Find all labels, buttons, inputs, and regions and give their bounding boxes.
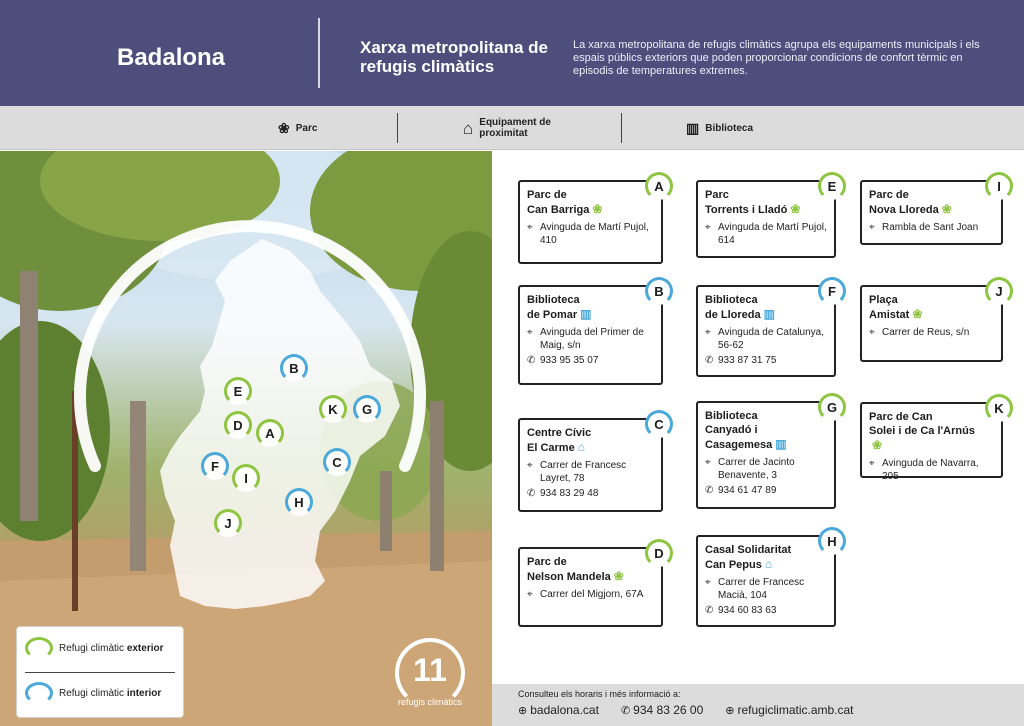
card-letter-badge: B xyxy=(645,277,673,305)
card-letter-badge: G xyxy=(818,393,846,421)
card-address: ⌖ Carrer de Francesc Layret, 78 xyxy=(527,460,627,484)
park-icon: ❀ xyxy=(613,569,624,583)
card-title: Parc de Nova Lloreda ❀ xyxy=(869,189,952,216)
category-divider xyxy=(397,113,398,143)
card-title: Centre Cívic El Carme ⌂ xyxy=(527,427,592,454)
home-icon: ⌂ xyxy=(577,440,585,454)
map-marker-j[interactable]: J xyxy=(214,509,242,537)
footer xyxy=(492,684,1024,726)
location-pin-icon: ⌖ xyxy=(527,222,533,233)
card-letter-badge: E xyxy=(818,172,846,200)
category-proximity xyxy=(463,106,557,150)
footer-title: Consulteu els horaris i més informació a: xyxy=(518,689,681,699)
map-marker-d[interactable]: D xyxy=(224,411,252,439)
card-address: ⌖ Avinguda de Martí Pujol, 410 xyxy=(527,222,649,246)
refuge-card-h[interactable] xyxy=(696,535,836,627)
map-marker-c[interactable]: C xyxy=(323,448,351,476)
refuge-card-k[interactable] xyxy=(860,400,1004,482)
card-phone[interactable]: ✆ 933 95 35 07 xyxy=(527,355,599,366)
legend-exterior: Refugi climàtic exterior xyxy=(25,637,164,659)
count-label: refugis climàtics xyxy=(397,697,462,707)
location-pin-icon: ⌖ xyxy=(869,327,875,338)
card-title: Casal Solidaritat Can Pepus ⌂ xyxy=(705,544,792,571)
card-title: Parc Torrents i Lladó ❀ xyxy=(705,189,801,216)
globe-icon: ⊕ xyxy=(518,705,528,717)
park-icon: ❀ xyxy=(941,202,952,216)
park-icon: ❀ xyxy=(872,438,883,452)
category-bar xyxy=(0,106,1024,150)
card-address: ⌖ Carrer de Reus, s/n xyxy=(869,327,970,338)
network-description: La xarxa metropolitana de refugis climàtics agrupa els equipaments municipals i els espais públics exteriors que poden proporcionar condicions de confort tèrmic en episodis de temperatures extremes. xyxy=(573,39,980,77)
refuge-card-c[interactable] xyxy=(518,418,663,512)
park-icon: ❀ xyxy=(790,202,801,216)
card-letter-badge: H xyxy=(818,527,846,555)
card-letter-badge: K xyxy=(985,394,1013,422)
legend-divider xyxy=(25,672,175,673)
category-label: Parc xyxy=(295,122,318,134)
refuge-count xyxy=(385,638,475,708)
book-icon: ▥ xyxy=(763,307,775,321)
interior-ring-icon xyxy=(25,682,53,704)
refuge-card-g[interactable] xyxy=(696,401,836,509)
card-letter-badge: A xyxy=(645,172,673,200)
header-divider xyxy=(318,18,320,88)
map-marker-b[interactable]: B xyxy=(280,354,308,382)
home-icon: ⌂ xyxy=(463,118,474,138)
card-title: Biblioteca Canyadó i Casagemesa ▥ xyxy=(705,410,787,451)
book-icon: ▥ xyxy=(580,307,592,321)
exterior-ring-icon xyxy=(25,637,53,659)
category-label: Biblioteca xyxy=(705,122,754,134)
refuge-card-i[interactable] xyxy=(860,180,1003,245)
card-address: ⌖ Avinguda de Martí Pujol, 614 xyxy=(705,222,827,246)
legend-interior: Refugi climàtic interior xyxy=(25,682,161,704)
card-letter-badge: C xyxy=(645,410,673,438)
phone-icon: ✆ xyxy=(527,355,536,366)
card-title: Biblioteca de Pomar ▥ xyxy=(527,294,592,321)
phone-icon: ✆ xyxy=(705,355,714,366)
footer-website[interactable]: ⊕ badalona.cat xyxy=(518,703,599,717)
map-marker-e[interactable]: E xyxy=(224,377,252,405)
card-title: Plaça Amistat ❀ xyxy=(869,294,923,321)
park-icon: ❀ xyxy=(592,202,603,216)
location-pin-icon: ⌖ xyxy=(705,222,711,233)
map-legend xyxy=(16,626,184,718)
header xyxy=(0,0,1024,106)
map-marker-g[interactable]: G xyxy=(353,395,381,423)
refuge-card-b[interactable] xyxy=(518,285,663,385)
refuge-card-d[interactable] xyxy=(518,547,663,627)
card-title: Parc de Can Barriga ❀ xyxy=(527,189,603,216)
location-pin-icon: ⌖ xyxy=(869,222,875,233)
network-title: Xarxa metropolitana de refugis climàtics xyxy=(360,38,549,76)
refuge-card-a[interactable] xyxy=(518,180,663,264)
card-letter-badge: D xyxy=(645,539,673,567)
category-label: Equipament de proximitat xyxy=(479,117,551,139)
refuge-card-j[interactable] xyxy=(860,285,1003,362)
card-title: Biblioteca de Lloreda ▥ xyxy=(705,294,775,321)
card-phone[interactable]: ✆ 934 61 47 89 xyxy=(705,485,777,496)
location-pin-icon: ⌖ xyxy=(705,457,711,468)
phone-icon: ✆ xyxy=(705,485,714,496)
card-letter-badge: I xyxy=(985,172,1013,200)
card-letter-badge: F xyxy=(818,277,846,305)
card-address: ⌖ Carrer de Francesc Macià, 104 xyxy=(705,577,805,601)
park-icon: ❀ xyxy=(278,119,290,136)
card-title: Parc de Can Solei i de Ca l'Arnús❀ xyxy=(869,411,975,452)
refuge-card-f[interactable] xyxy=(696,285,836,377)
map-photo-panel xyxy=(0,151,492,726)
card-address: ⌖ Carrer del Migjorn, 67A xyxy=(527,589,644,600)
home-icon: ⌂ xyxy=(764,557,773,571)
location-pin-icon: ⌖ xyxy=(527,589,533,600)
location-pin-icon: ⌖ xyxy=(869,458,875,469)
category-park xyxy=(278,106,317,150)
category-divider xyxy=(621,113,622,143)
map-marker-k[interactable]: K xyxy=(319,395,347,423)
footer-phone[interactable]: ✆ 934 83 26 00 xyxy=(620,703,704,717)
card-address: ⌖ Avinguda de Catalunya, 56-62 xyxy=(705,327,825,351)
card-address: ⌖ Avinguda de Navarra, 205 xyxy=(869,458,979,482)
refuge-card-e[interactable] xyxy=(696,180,836,258)
map-marker-f[interactable]: F xyxy=(201,452,229,480)
book-icon: ▥ xyxy=(686,119,700,136)
card-phone[interactable]: ✆ 934 60 83 63 xyxy=(705,605,777,616)
card-phone[interactable]: ✆ 934 83 29 48 xyxy=(527,488,599,499)
globe-icon: ⊕ xyxy=(725,705,735,717)
card-title: Parc de Nelson Mandela ❀ xyxy=(527,556,624,583)
card-address: ⌖ Avinguda del Primer de Maig, s/n xyxy=(527,327,644,351)
location-pin-icon: ⌖ xyxy=(527,327,533,338)
book-icon: ▥ xyxy=(775,437,787,451)
location-pin-icon: ⌖ xyxy=(705,327,711,338)
park-icon: ❀ xyxy=(912,307,923,321)
map-marker-a[interactable]: A xyxy=(256,419,284,447)
map-marker-h[interactable]: H xyxy=(285,488,313,516)
count-number: 11 xyxy=(413,652,447,688)
category-library xyxy=(686,106,753,150)
card-address: ⌖ Rambla de Sant Joan xyxy=(869,222,979,233)
location-pin-icon: ⌖ xyxy=(527,460,533,471)
card-address: ⌖ Carrer de Jacinto Benavente, 3 xyxy=(705,457,795,481)
phone-icon: ✆ xyxy=(705,605,714,616)
phone-icon: ✆ xyxy=(527,488,536,499)
map-marker-i[interactable]: I xyxy=(232,464,260,492)
city-title: Badalona xyxy=(117,44,226,71)
footer-website-2[interactable]: ⊕ refugiclimatic.amb.cat xyxy=(725,703,854,717)
location-pin-icon: ⌖ xyxy=(705,577,711,588)
phone-icon: ✆ xyxy=(620,705,631,717)
card-letter-badge: J xyxy=(985,277,1013,305)
footer-contacts xyxy=(518,703,854,717)
card-phone[interactable]: ✆ 933 87 31 75 xyxy=(705,355,777,366)
